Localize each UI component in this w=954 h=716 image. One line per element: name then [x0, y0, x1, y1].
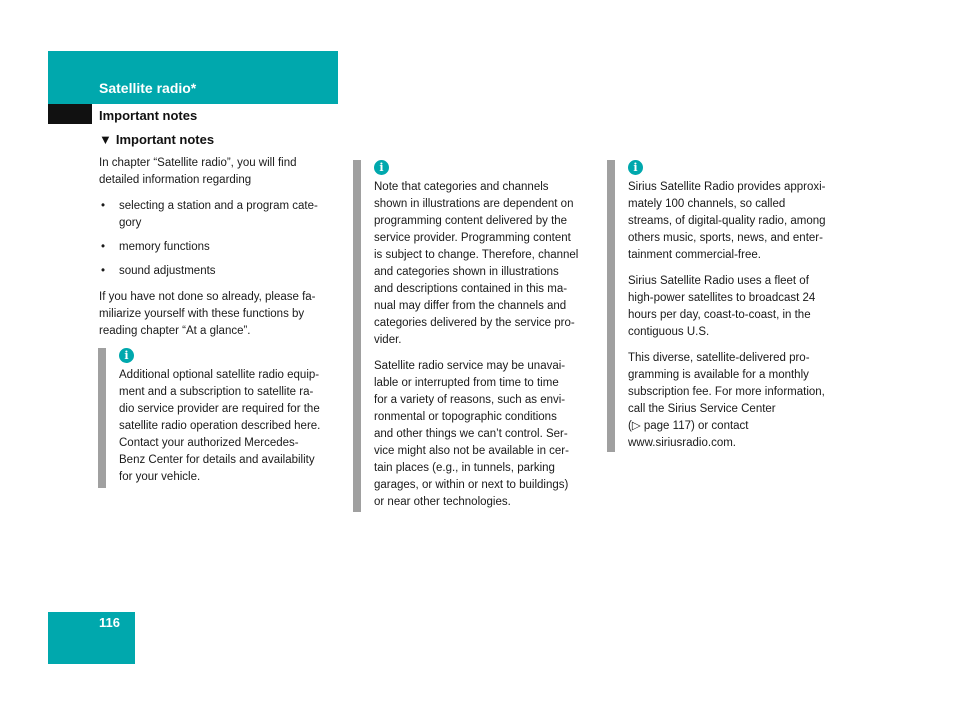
section-title: Satellite radio* — [99, 80, 197, 96]
list-item — [99, 239, 344, 256]
page-subtitle: Important notes — [99, 108, 198, 123]
note-paragraph: This diverse, satellite-delivered pro- gramming is available for a monthly subscription fee. For more information, call the Sirius Service Center (▷ page 117) or contact www.siriusradio.com. — [628, 352, 825, 449]
topic-list — [99, 198, 344, 280]
note-bar — [98, 348, 106, 488]
note-paragraph: Sirius Satellite Radio uses a fleet of high-power satellites to broadcast 24 hours per day, coast-to-coast, in the contiguous U.S. — [628, 275, 816, 338]
section-heading — [99, 132, 214, 147]
outro-paragraph: If you have not done so already, please fa- miliarize yourself with these functions by reading chapter “At a glance”. — [99, 291, 316, 337]
info-icon: i — [628, 160, 643, 175]
bullet-icon: • — [101, 241, 106, 253]
info-note-1 — [98, 348, 364, 488]
note-paragraph: Note that categories and channels shown in illustrations are dependent on programming content delivered by the service provider. Programming content is subject to change. Therefore, channel and categories shown in illustrations and descriptions contained in this ma- nual may differ from the channels and categories delivered by the service pro- vider. — [374, 181, 579, 346]
list-item — [99, 198, 344, 232]
info-icon: i — [374, 160, 389, 175]
note-paragraph: Sirius Satellite Radio provides approxi- mately 100 channels, so called streams, of digital-quality radio, among others music, sports, news, and enter- tainment commercial-free. — [628, 181, 826, 261]
page-number: 116 — [99, 615, 120, 630]
subtitle-marker — [48, 104, 92, 124]
header-band — [48, 51, 338, 104]
bullet-icon: • — [101, 200, 106, 212]
info-note-3 — [607, 160, 873, 452]
column-1 — [99, 155, 344, 349]
note-bar — [607, 160, 615, 452]
triangle-down-icon: ▼ — [99, 132, 112, 147]
info-note-2 — [353, 160, 619, 512]
info-icon: i — [119, 348, 134, 363]
list-item-text: selecting a station and a program cate- gory — [119, 200, 318, 229]
note-bar — [353, 160, 361, 512]
section-heading-text: Important notes — [115, 132, 215, 147]
list-item — [99, 263, 344, 280]
note-paragraph: Satellite radio service may be unavai- lable or interrupted from time to time for a variety of reasons, such as envi- ronmental or topographic conditions and other things we can’t control. Ser- vice might also not be available in cer- tain places (e.g., in tunnels, parking garages, or within or next to buildings) or near other technologies. — [374, 360, 569, 508]
page-number-box — [48, 612, 135, 664]
list-item-text: sound adjustments — [119, 265, 216, 277]
intro-paragraph: In chapter “Satellite radio”, you will find detailed information regarding — [99, 157, 297, 186]
list-item-text: memory functions — [119, 241, 210, 253]
bullet-icon: • — [101, 265, 106, 277]
note-text: Additional optional satellite radio equip- ment and a subscription to satellite ra- dio service provider are required for the satellite radio operation described here. Contact your authorized Mercedes- Benz Center for details and availability for your vehicle. — [119, 369, 321, 483]
